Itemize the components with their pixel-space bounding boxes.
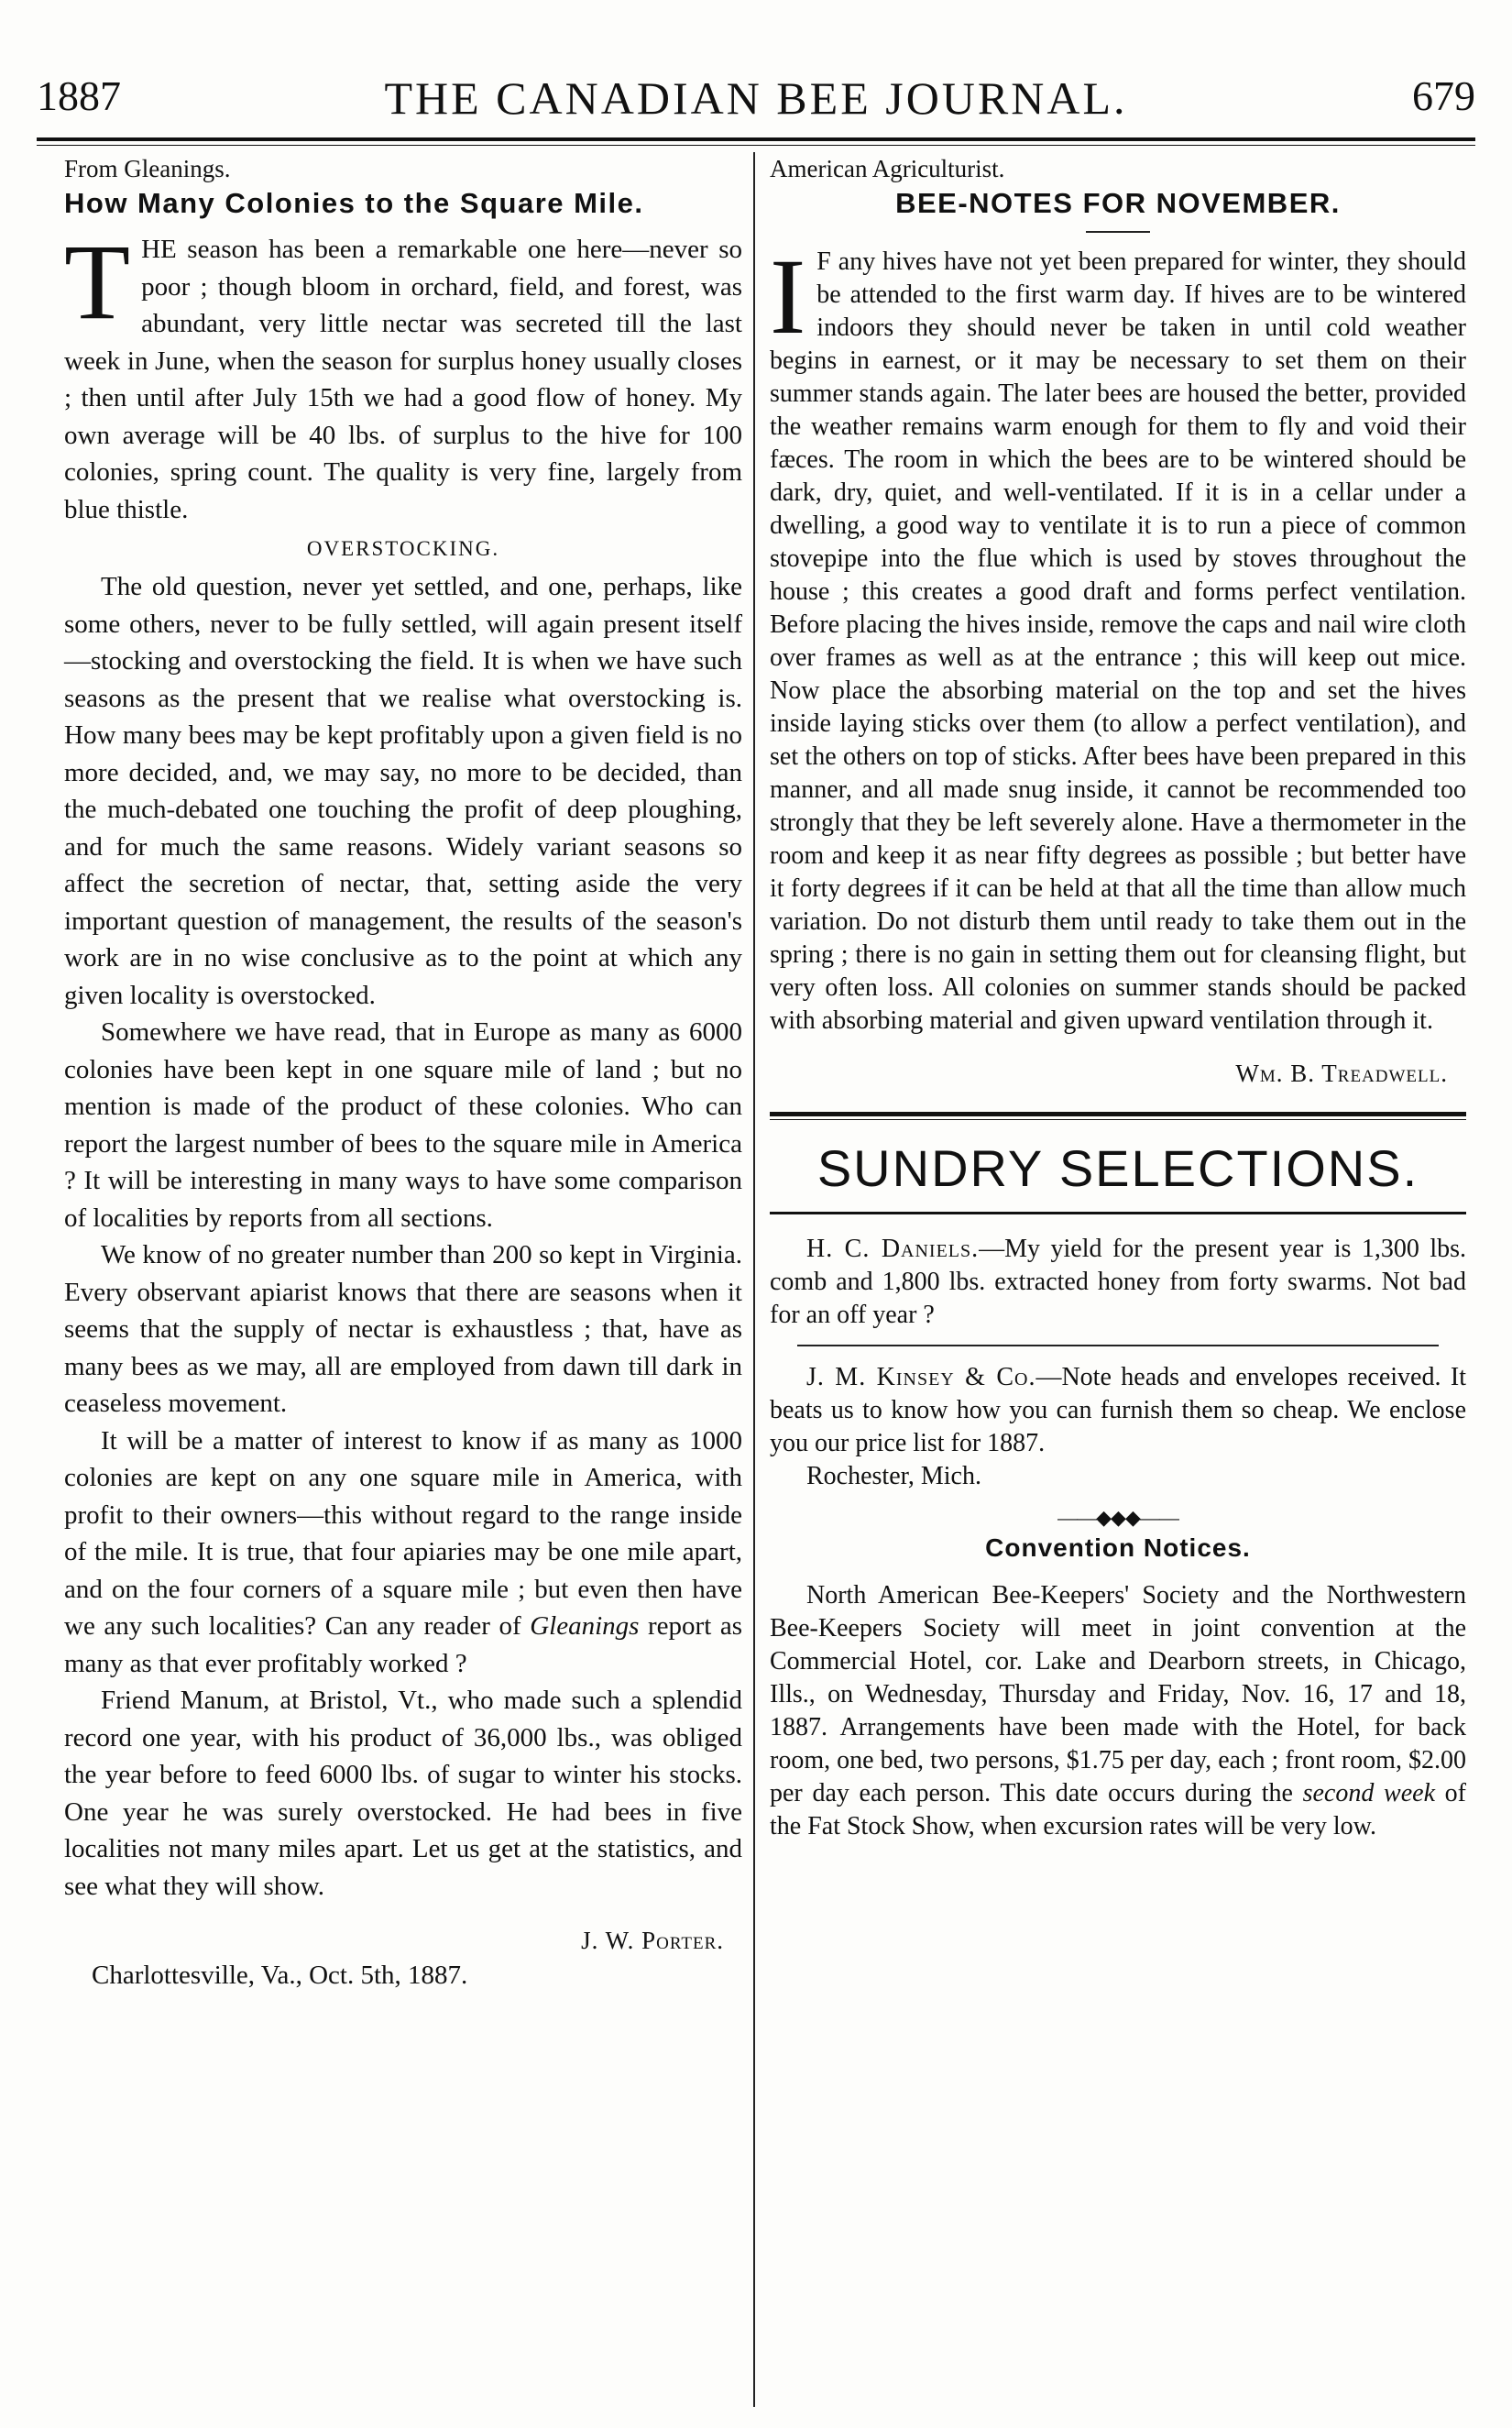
author-signature: J. W. Porter.: [581, 1927, 724, 1954]
journal-title: THE CANADIAN BEE JOURNAL.: [384, 72, 1128, 124]
author-signature: Wm. B. Treadwell.: [1235, 1060, 1448, 1087]
article-paragraph: Somewhere we have read, that in Europe as many as 6000 colonies have been kept in one square mile of land ; but no mention is made of the product of these colonies. Who can report the largest number of bees to the square mile in America ? It will be interesting in many ways to have some comparison of localities by reports from all sections.: [64, 1017, 742, 1233]
header-rule: [37, 137, 1475, 141]
item-rule: [797, 1345, 1439, 1346]
section-rule: [770, 1112, 1466, 1116]
article-source: From Gleanings.: [64, 155, 231, 182]
article-paragraph: [770, 236, 1466, 1038]
convention-title: Convention Notices.: [985, 1533, 1251, 1562]
sundry-item: H. C. Daniels.—My yield for the present year is 1,300 lbs. comb and 1,800 lbs. extracted honey from forty swarms. Not bad for an off year ?: [770, 1235, 1466, 1329]
header-rule-thin: [37, 145, 1475, 146]
emphasis-italic: second week: [1302, 1779, 1435, 1807]
section-title-rule: [770, 1212, 1466, 1214]
article-title: How Many Colonies to the Square Mile.: [64, 187, 644, 219]
article-title: BEE-NOTES FOR NOVEMBER.: [895, 187, 1341, 219]
article-paragraph: Friend Manum, at Bristol, Vt., who made such a splendid record one year, with his product of 36,000 lbs., was obliged the year before to feed 6000 lbs. of sugar to winter his stocks. One year he was surely overstocked. He had bees in five localities not many miles apart. Let us get at the statistics, and see what they will show.: [64, 1686, 742, 1901]
correspondent-name: H. C. Daniels.: [806, 1235, 980, 1263]
article-paragraph: The old question, never yet settled, and one, perhaps, like some others, never to be fully settled, will again present itself—stocking and overstocking the field. It is when we have such seasons as the present that we realise what overstocking is. How many bees may be kept profitably upon a given field is no more decided, and, we may say, no more to be decided, than the much-debated one touching the profit of deep ploughing, and for much the same reasons. Widely variant seasons so affect the secretion of nectar, that, setting aside the very important question of management, the results of the season's work are in no wise conclusive as to the point at which any given locality is overstocked.: [64, 572, 742, 1010]
article-source: American Agriculturist.: [770, 155, 1005, 182]
ornament-divider: ——◆◆◆——: [1057, 1506, 1178, 1529]
page-number: 679: [1412, 72, 1475, 119]
title-rule: [1086, 231, 1150, 233]
article-paragraph: [64, 222, 742, 528]
column-divider: [753, 152, 755, 2407]
article-paragraph: We know of no greater number than 200 so kept in Virginia. Every observant apiarist knows that there are seasons when it seems that the supply of nectar is exhaustless ; that, have as many bees as we may, all are employed from dawn till dark in ceaseless movement.: [64, 1240, 742, 1418]
journal-name-italic: Gleanings: [530, 1611, 640, 1641]
sundry-item: J. M. Kinsey & Co.—Note heads and envelopes received. It beats us to know how you can furnish them so cheap. We enclose you our price list for 1887.: [770, 1363, 1466, 1457]
article-paragraph: It will be a matter of interest to know if as many as 1000 colonies are kept on any one square mile in America, with profit to their owners—this without regard to the range inside of the mile. It is true, that four apiaries may be one mile apart, and on the four corners of a square mile ; but even then have we any such localities? Can any reader of Gleanings report as many as that ever profitably worked ?: [64, 1425, 742, 1678]
page-header: [37, 55, 1475, 137]
paragraph-text: F any hives have not yet been prepared for winter, they should be attended to the first warm day. If hives are to be wintered indoors they should never be taken in until cold weather begins in earnest, or it may be necessary to set them on their summer stands again. The later bees are housed the better, provided the weather remains warm enough for them to fly and void their fæces. The room in which the bees are to be wintered should be dark, dry, quiet, and well-ventilated. If it is in a cellar under a dwelling, a good way to ventilate it is to run a piece of common stovepipe into the flue which is used by stoves throughout the house ; this creates a good draft and forms perfect ventilation. Before placing the hives inside, remove the caps and nail wire cloth over frames as well as at the entrance ; this will keep out mice. Now place the absorbing material on the top and set the hives inside laying sticks over them (to allow a perfect ventilation), and set the others on top of sticks. After bees have been prepared in this manner, and all made snug inside, it cannot be recommended too strongly that they be left severely alone. Have a thermometer in the room and keep it as near fifty degrees as possible ; but better have it forty degrees if it can be held at that all the time than allow much variation. Do not disturb them until ready to take them out in the spring ; there is no gain in setting them out for cleansing flight, but very often loss. All colonies on summer stands should be packed with absorbing material and given upward ventilation through it.: [770, 247, 1466, 1035]
right-column: [770, 154, 1466, 1843]
correspondent-name: J. M. Kinsey & Co.: [806, 1363, 1036, 1391]
drop-cap: T: [64, 222, 131, 342]
drop-cap: I: [770, 236, 806, 357]
section-title: SUNDRY SELECTIONS.: [816, 1139, 1419, 1197]
item-place: Rochester, Mich.: [806, 1462, 981, 1490]
paragraph-text: HE season has been a remarkable one here—never so poor ; though bloom in orchard, field, and forest, was abundant, very little nectar was secreted till the last week in June, when the season for surplus honey usually closes ; then until after July 15th we had a good flow of honey. My own average will be 40 lbs. of surplus to the hive for 100 colonies, spring count. The quality is very fine, largely from blue thistle.: [64, 235, 742, 524]
section-rule-thin: [770, 1119, 1466, 1120]
left-column: [64, 154, 742, 1991]
dateline: Charlottesville, Va., Oct. 5th, 1887.: [92, 1961, 468, 1990]
convention-notice: North American Bee-Keepers' Society and the Northwestern Bee-Keepers Society will meet in joint convention at the Commercial Hotel, cor. Lake and Dearborn streets, in Chicago, Ills., on Wednesday, Thursday and Friday, Nov. 16, 17 and 18, 1887. Arrangements have been made with the Hotel, for back room, one bed, two persons, $1.75 per day, each ; front room, $2.00 per day each person. This date occurs during the second week of the Fat Stock Show, when excursion rates will be very low.: [770, 1581, 1467, 1840]
header-year: 1887: [37, 72, 121, 119]
section-subhead: OVERSTOCKING.: [306, 537, 500, 560]
